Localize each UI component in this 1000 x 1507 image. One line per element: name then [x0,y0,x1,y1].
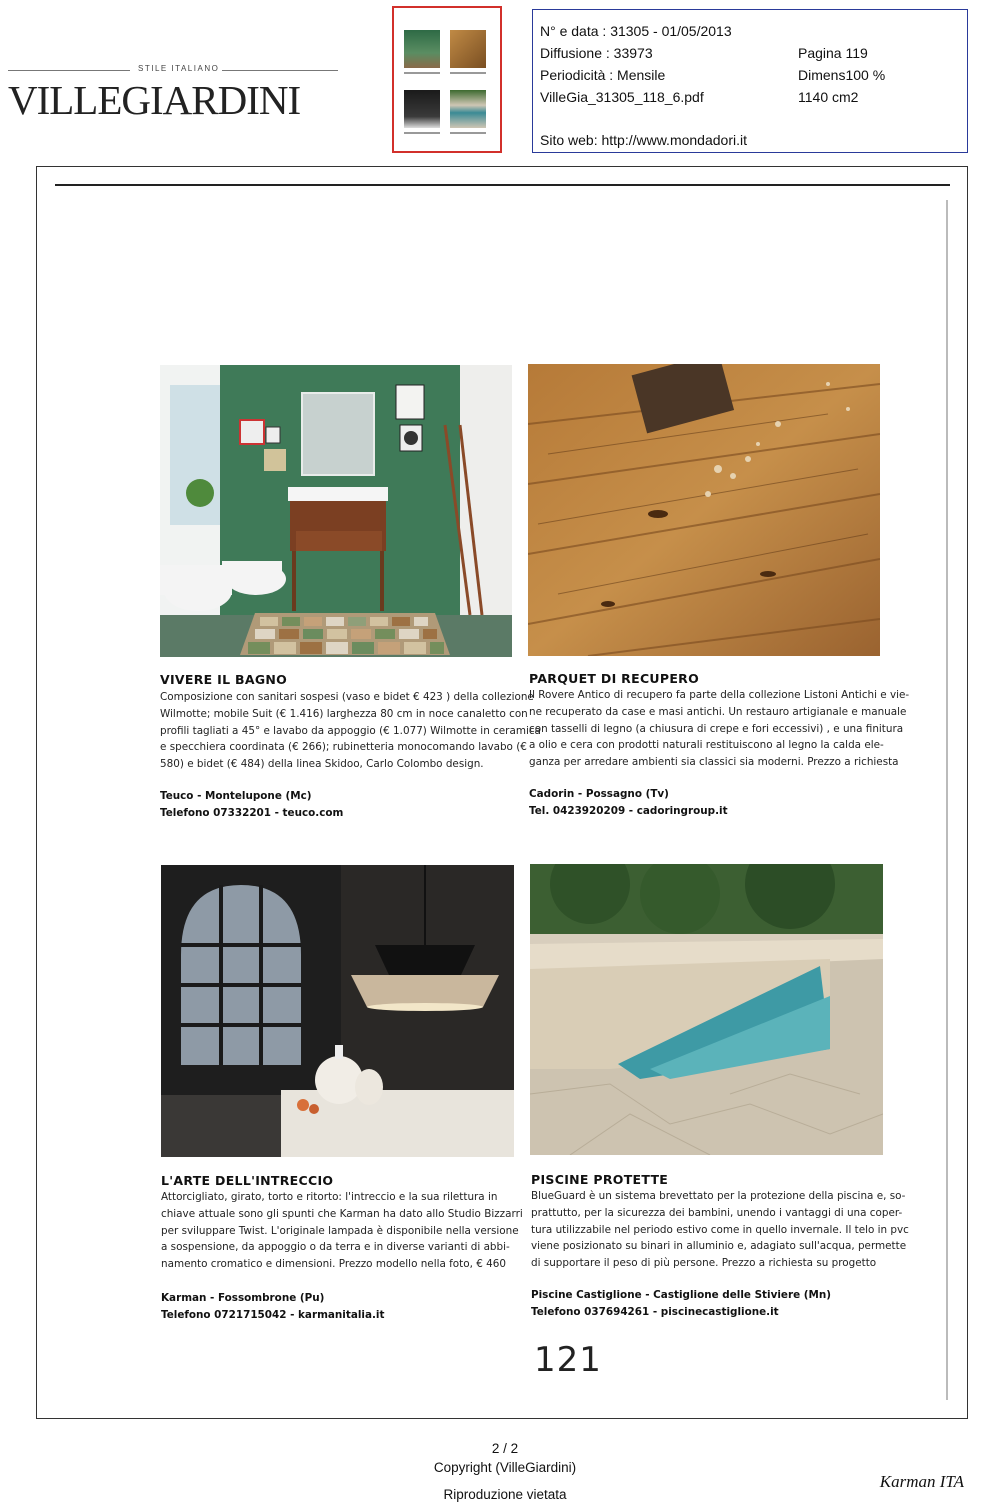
page-label: Pagina 119 [798,45,868,61]
thumb-lamp-image [404,90,440,128]
article-title-parquet: PARQUET DI RECUPERO [529,671,700,686]
magazine-page-number: 121 [534,1340,602,1380]
thumb-parquet-image [450,30,486,68]
file-name: VilleGia_31305_118_6.pdf [540,89,704,105]
client-signature: Karman ITA [879,1472,964,1491]
article-contact-piscine: Piscine Castiglione - Castiglione delle Stiviere (Mn) Telefono 037694261 - piscinecastiglione.it [531,1289,831,1318]
lamp-photo [161,865,514,1157]
logo-tagline: STILE ITALIANO [138,64,220,73]
footer-page-count: 2 / 2 [491,1441,519,1456]
periodicity: Periodicità : Mensile [540,67,666,83]
article-body-parquet: Il Rovere Antico di recupero fa parte della collezione Listoni Antichi e vie- ne recuperato da case e masi antichi. Un restauro artigianale e manuale con tasselli di legno (a chiusura di crepe e fori eccessivi) , e una finitura a olio e cera con prodotti naturali restituiscono al legno la calda ele- ganza per arredare ambienti sia classici sia moderni. Prezzo a richiesta [529,689,910,769]
page-edge [946,200,948,1400]
article-body-bagno: Composizione con sanitari sospesi (vaso e bidet € 423 ) della collezione Wilmotte; mobile Suit (€ 1.416) larghezza 80 cm in noce canaletto con profili tagliati a 45° e lavabo da appoggio (€ 1.077) Wilmotte in ceramica e specchiera coordinata (€ 266); rubinetteria monocomando lavabo (€ 580) e bidet (€ 484) della linea Skidoo, Carlo Colombo design. [160,691,541,771]
article-contact-intreccio: Karman - Fossombrone (Pu) Telefono 0721715042 - karmanitalia.it [161,1292,385,1321]
thumb-bath-image [404,30,440,68]
thumb-pool-image [450,90,486,128]
dimension-label: Dimens100 % [798,67,886,83]
logo-rule-left [8,70,130,71]
article-title-bagno: VIVERE IL BAGNO [160,672,288,687]
website-link[interactable]: Sito web: http://www.mondadori.it [540,132,747,148]
article-body-piscine: BlueGuard è un sistema brevettato per la protezione della piscina e, so- prattutto, per la sicurezza dei bambini, unendo i vantaggi di una coper- tura utilizzabile nel periodo estivo come in quello invernale. Il telo in pvc viene posizionato su binari in alluminio e, adagiato sull'acqua, permette di supportare il peso di più persone. Prezzo a richiesta su progetto [531,1190,909,1270]
issue-number-date: N° e data : 31305 - 01/05/2013 [540,23,732,39]
article-title-piscine: PISCINE PROTETTE [531,1172,669,1187]
logo-rule-right [222,70,338,71]
top-rule [55,184,950,186]
press-info-box [532,9,968,153]
parquet-photo [528,364,880,656]
footer-copyright: Copyright (VilleGiardini) [433,1460,577,1475]
article-contact-parquet: Cadorin - Possagno (Tv) Tel. 0423920209 - cadoringroup.it [529,788,728,817]
article-body-intreccio: Attorcigliato, girato, torto e ritorto: l'intreccio e la sua rilettura in chiave attuale sono gli spunti che Karman ha dato allo Studio Bizzarri per sviluppare Twist. L'originale lampada è disponibile nella versione a sospensione, da appoggio o da terra e in diverse varianti di abbi- namento cromatico e dimensioni. Prezzo modello nella foto, € 460 [161,1191,523,1271]
circulation: Diffusione : 33973 [540,45,653,61]
page-thumbnail[interactable] [392,6,502,153]
bathroom-photo [160,365,512,657]
area-label: 1140 cm2 [798,89,859,105]
footer-notice: Riproduzione vietata [443,1487,567,1502]
article-title-intreccio: L'ARTE DELL'INTRECCIO [161,1173,334,1188]
logo-name: VILLEGIARDINI [8,77,301,123]
pool-photo [530,864,883,1155]
article-contact-bagno: Teuco - Montelupone (Mc) Telefono 07332201 - teuco.com [160,790,344,819]
